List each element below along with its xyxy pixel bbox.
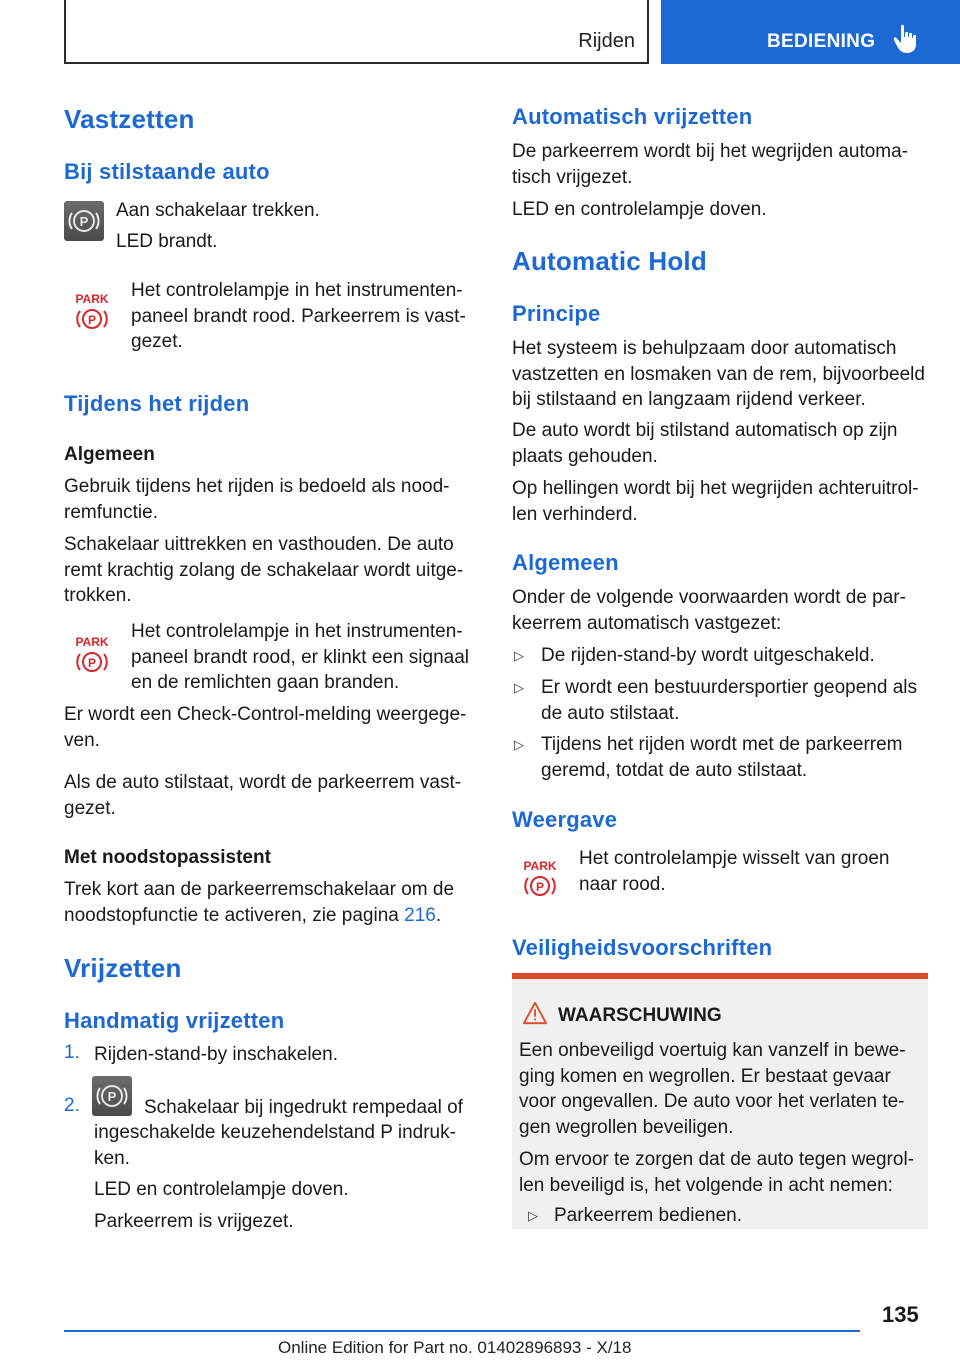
step-1-text: Rijden-stand-by inschakelen. [94,1044,338,1065]
nood-text: Trek kort aan de parkeerremschakelaar om de noodstopfunctie te activeren, zie pagina 216. [64,879,455,926]
rij-text-3: Het controlelampje in het instrumenten-paneel brandt rood, er klinkt een signaal en de remlichten gaan branden. [131,621,470,693]
warning-bullet: Parkeerrem bedienen. [554,1205,742,1226]
parking-brake-switch-icon [64,201,104,241]
warning-triangle-icon [522,1001,548,1025]
heading-handmatig-vrijzetten: Handmatig vrijzetten [64,1008,285,1033]
heading-principe: Principe [512,301,601,326]
algemeen-text-1: Onder de volgende voorwaarden wordt de par-keerrem automatisch vastgezet: [512,587,906,634]
svg-text:P: P [87,313,97,327]
heading-tijdens-het-rijden: Tijdens het rijden [64,391,250,416]
header-section-box [64,0,649,64]
bullet-item-1: De rijden-stand-by wordt uitgeschakeld. [541,645,875,666]
step-2-text-b: ingeschakelde keuzehendelstand P indruk-ken. [94,1122,456,1169]
svg-text:PARK: PARK [75,292,109,306]
auto-text-2: LED en controlelampje doven. [512,199,767,220]
footer-edition: Online Edition for Part no. 01402896893 - X/18 [278,1338,632,1357]
principe-text-3: Op hellingen wordt bij het wegrijden achteruitrol-len verhinderd. [512,478,919,525]
subheading-algemeen: Algemeen [64,444,155,465]
weergave-text: Het controlelampje wisselt van groen naar rood. [579,848,890,895]
stil-text-2: LED brandt. [116,231,218,252]
stil-text-3: Het controlelampje in het instrumenten-paneel brandt rood. Parkeerrem is vast-gezet. [131,280,466,352]
rij-text-2: Schakelaar uittrekken en vasthouden. De auto remt krachtig zolang de schakelaar wordt uitge-trokken. [64,534,464,606]
warning-box [512,973,928,1229]
bullet-triangle-icon: ▷ [514,737,524,752]
rij-text-4: Er wordt een Check-Control-melding weergege-ven. [64,704,467,751]
header-section-title: Rijden [578,30,635,52]
principe-text-2: De auto wordt bij stilstand automatisch op zijn plaats gehouden. [512,420,898,467]
bullet-triangle-icon: ▷ [528,1208,538,1223]
rij-text-5: Als de auto stilstaat, wordt de parkeerrem vast-gezet. [64,772,462,819]
page-link-216[interactable]: 216 [404,904,436,926]
heading-automatisch-vrijzetten: Automatisch vrijzetten [512,104,753,129]
warning-text-2: Om ervoor te zorgen dat de auto tegen wegrol-len beveiligd is, het volgende in acht nemen: [519,1149,915,1196]
heading-vrijzetten: Vrijzetten [64,953,182,983]
heading-vastzetten: Vastzetten [64,104,195,134]
stil-text-1: Aan schakelaar trekken. [116,200,320,221]
bullet-triangle-icon: ▷ [514,680,524,695]
heading-bij-stilstaande-auto: Bij stilstaande auto [64,159,270,184]
bullet-triangle-icon: ▷ [514,648,524,663]
step-2-result-1: LED en controlelampje doven. [94,1179,349,1200]
header-chapter-title: BEDIENING [767,31,876,52]
step-number-2: 2. [64,1095,80,1116]
header-chapter-tab[interactable] [661,0,960,64]
subheading-noodstopassistent: Met noodstopassistent [64,847,271,868]
auto-text-1: De parkeerrem wordt bij het wegrijden automa-tisch vrijgezet. [512,141,909,188]
park-warning-lamp-icon [72,633,112,677]
park-warning-lamp-icon [72,290,112,334]
heading-automatic-hold: Automatic Hold [512,246,707,276]
svg-text:PARK: PARK [523,859,557,873]
hand-pointer-icon [893,24,921,54]
parking-brake-switch-icon [92,1076,132,1116]
svg-text:P: P [79,214,89,229]
bullet-item-2: Er wordt een bestuurdersportier geopend als de auto stilstaat. [541,677,918,724]
svg-text:P: P [535,880,545,894]
step-number-1: 1. [64,1042,80,1063]
step-2-text-a: Schakelaar bij ingedrukt rempedaal of [144,1097,463,1118]
svg-text:P: P [107,1089,117,1104]
rij-text-1: Gebruik tijdens het rijden is bedoeld als nood-remfunctie. [64,476,450,523]
warning-title: WAARSCHUWING [558,1005,722,1026]
svg-text:PARK: PARK [75,635,109,649]
heading-algemeen: Algemeen [512,550,619,575]
heading-weergave: Weergave [512,807,618,832]
principe-text-1: Het systeem is behulpzaam door automatisch vastzetten en losmaken van de rem, bijvoorbeeld bij stilstaand en langzaam rijdend verkeer. [512,338,925,410]
footer-divider [64,1330,860,1332]
step-2-result-2: Parkeerrem is vrijgezet. [94,1211,294,1232]
heading-veiligheidsvoorschriften: Veiligheidsvoorschriften [512,935,773,960]
warning-text-1: Een onbeveiligd voertuig kan vanzelf in bewe-ging komen en wegrollen. Er bestaat gevaar voor ongevallen. De auto voor het verlaten te-gen wegrollen beveiligen. [519,1040,906,1138]
page-number: 135 [882,1302,919,1327]
park-warning-lamp-icon [520,857,560,901]
bullet-item-3: Tijdens het rijden wordt met de parkeerrem geremd, totdat de auto stilstaat. [541,734,903,781]
svg-text:P: P [87,656,97,670]
